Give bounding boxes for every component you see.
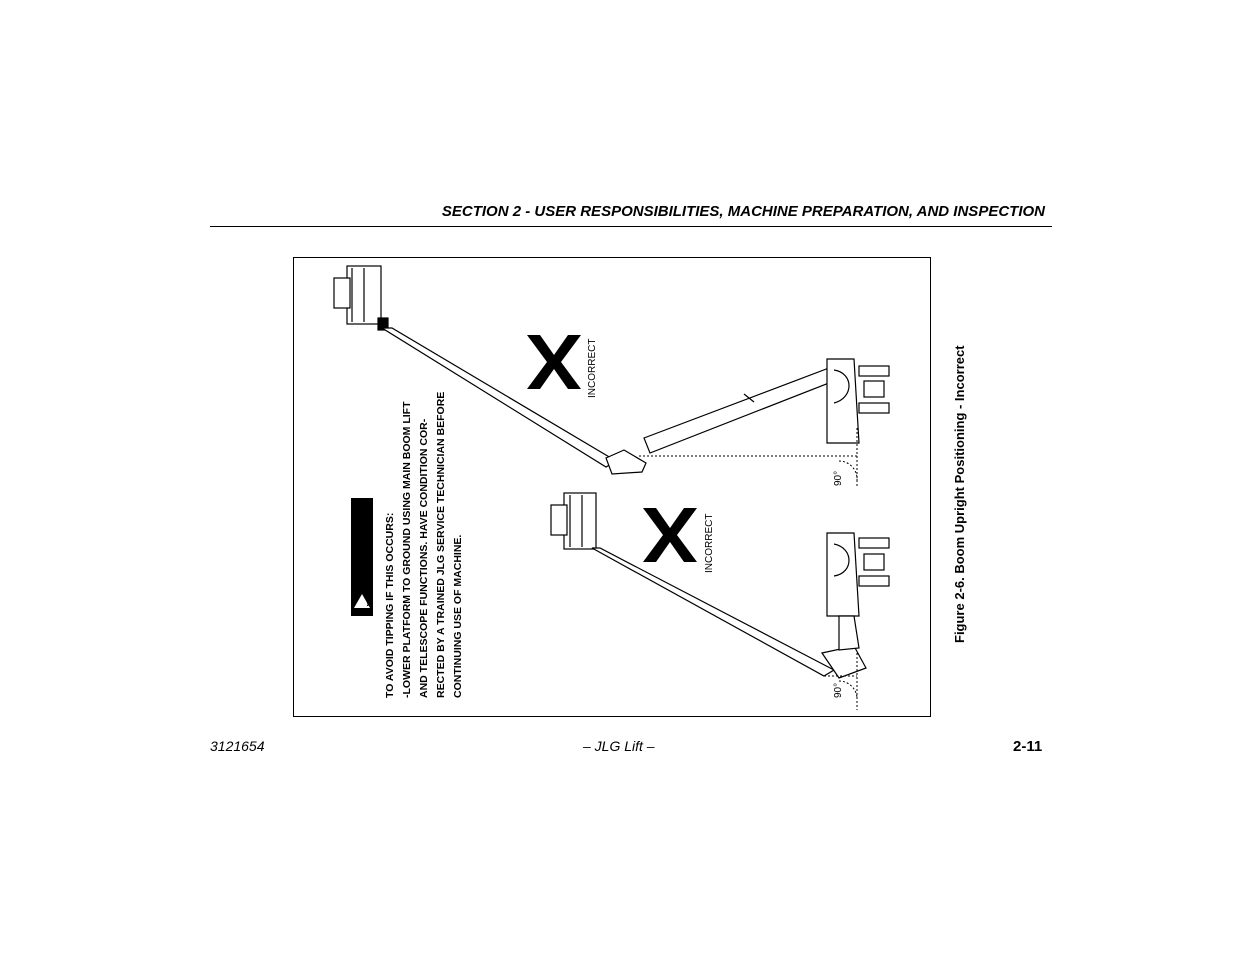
footer-center-text: – JLG Lift – [583,738,655,754]
warning-line: CONTINUING USE OF MACHINE. [452,534,464,698]
chassis-lower [827,533,859,616]
doc-number: 3121654 [210,738,265,754]
chassis-upper [827,359,859,443]
tower-boom-upper [644,368,834,453]
header-rule [210,226,1052,227]
incorrect-label-lower: INCORRECT [704,513,715,573]
warning-line: AND TELESCOPE FUNCTIONS. HAVE CONDITION COR- [418,418,430,698]
page-number: 2-11 [1013,738,1043,755]
warning-text [382,391,467,698]
angle-label-lower: 90° [833,682,844,698]
lower-machine [551,493,889,678]
angle-label-upper: 90° [833,470,844,486]
warning-line: TO AVOID TIPPING IF THIS OCCURS: [384,512,396,698]
page-header [210,203,1052,220]
figure-caption: Figure 2-6. Boom Upright Positioning - Incorrect [952,345,967,643]
warning-line: -LOWER PLATFORM TO GROUND USING MAIN BOOM LIFT [401,401,413,698]
svg-text:!: ! [366,598,370,609]
figure-frame [293,257,931,717]
platform-lower [564,493,596,549]
warning-line: RECTED BY A TRAINED JLG SERVICE TECHNICIAN BEFORE [435,391,447,698]
section-title: SECTION 2 - USER RESPONSIBILITIES, MACHINE PREPARATION, AND INSPECTION [441,203,1045,220]
incorrect-x-mark-upper [527,335,581,389]
warning-heading: WARNING [370,515,387,588]
incorrect-x-mark-lower [643,508,697,562]
incorrect-label-upper: INCORRECT [587,338,598,398]
